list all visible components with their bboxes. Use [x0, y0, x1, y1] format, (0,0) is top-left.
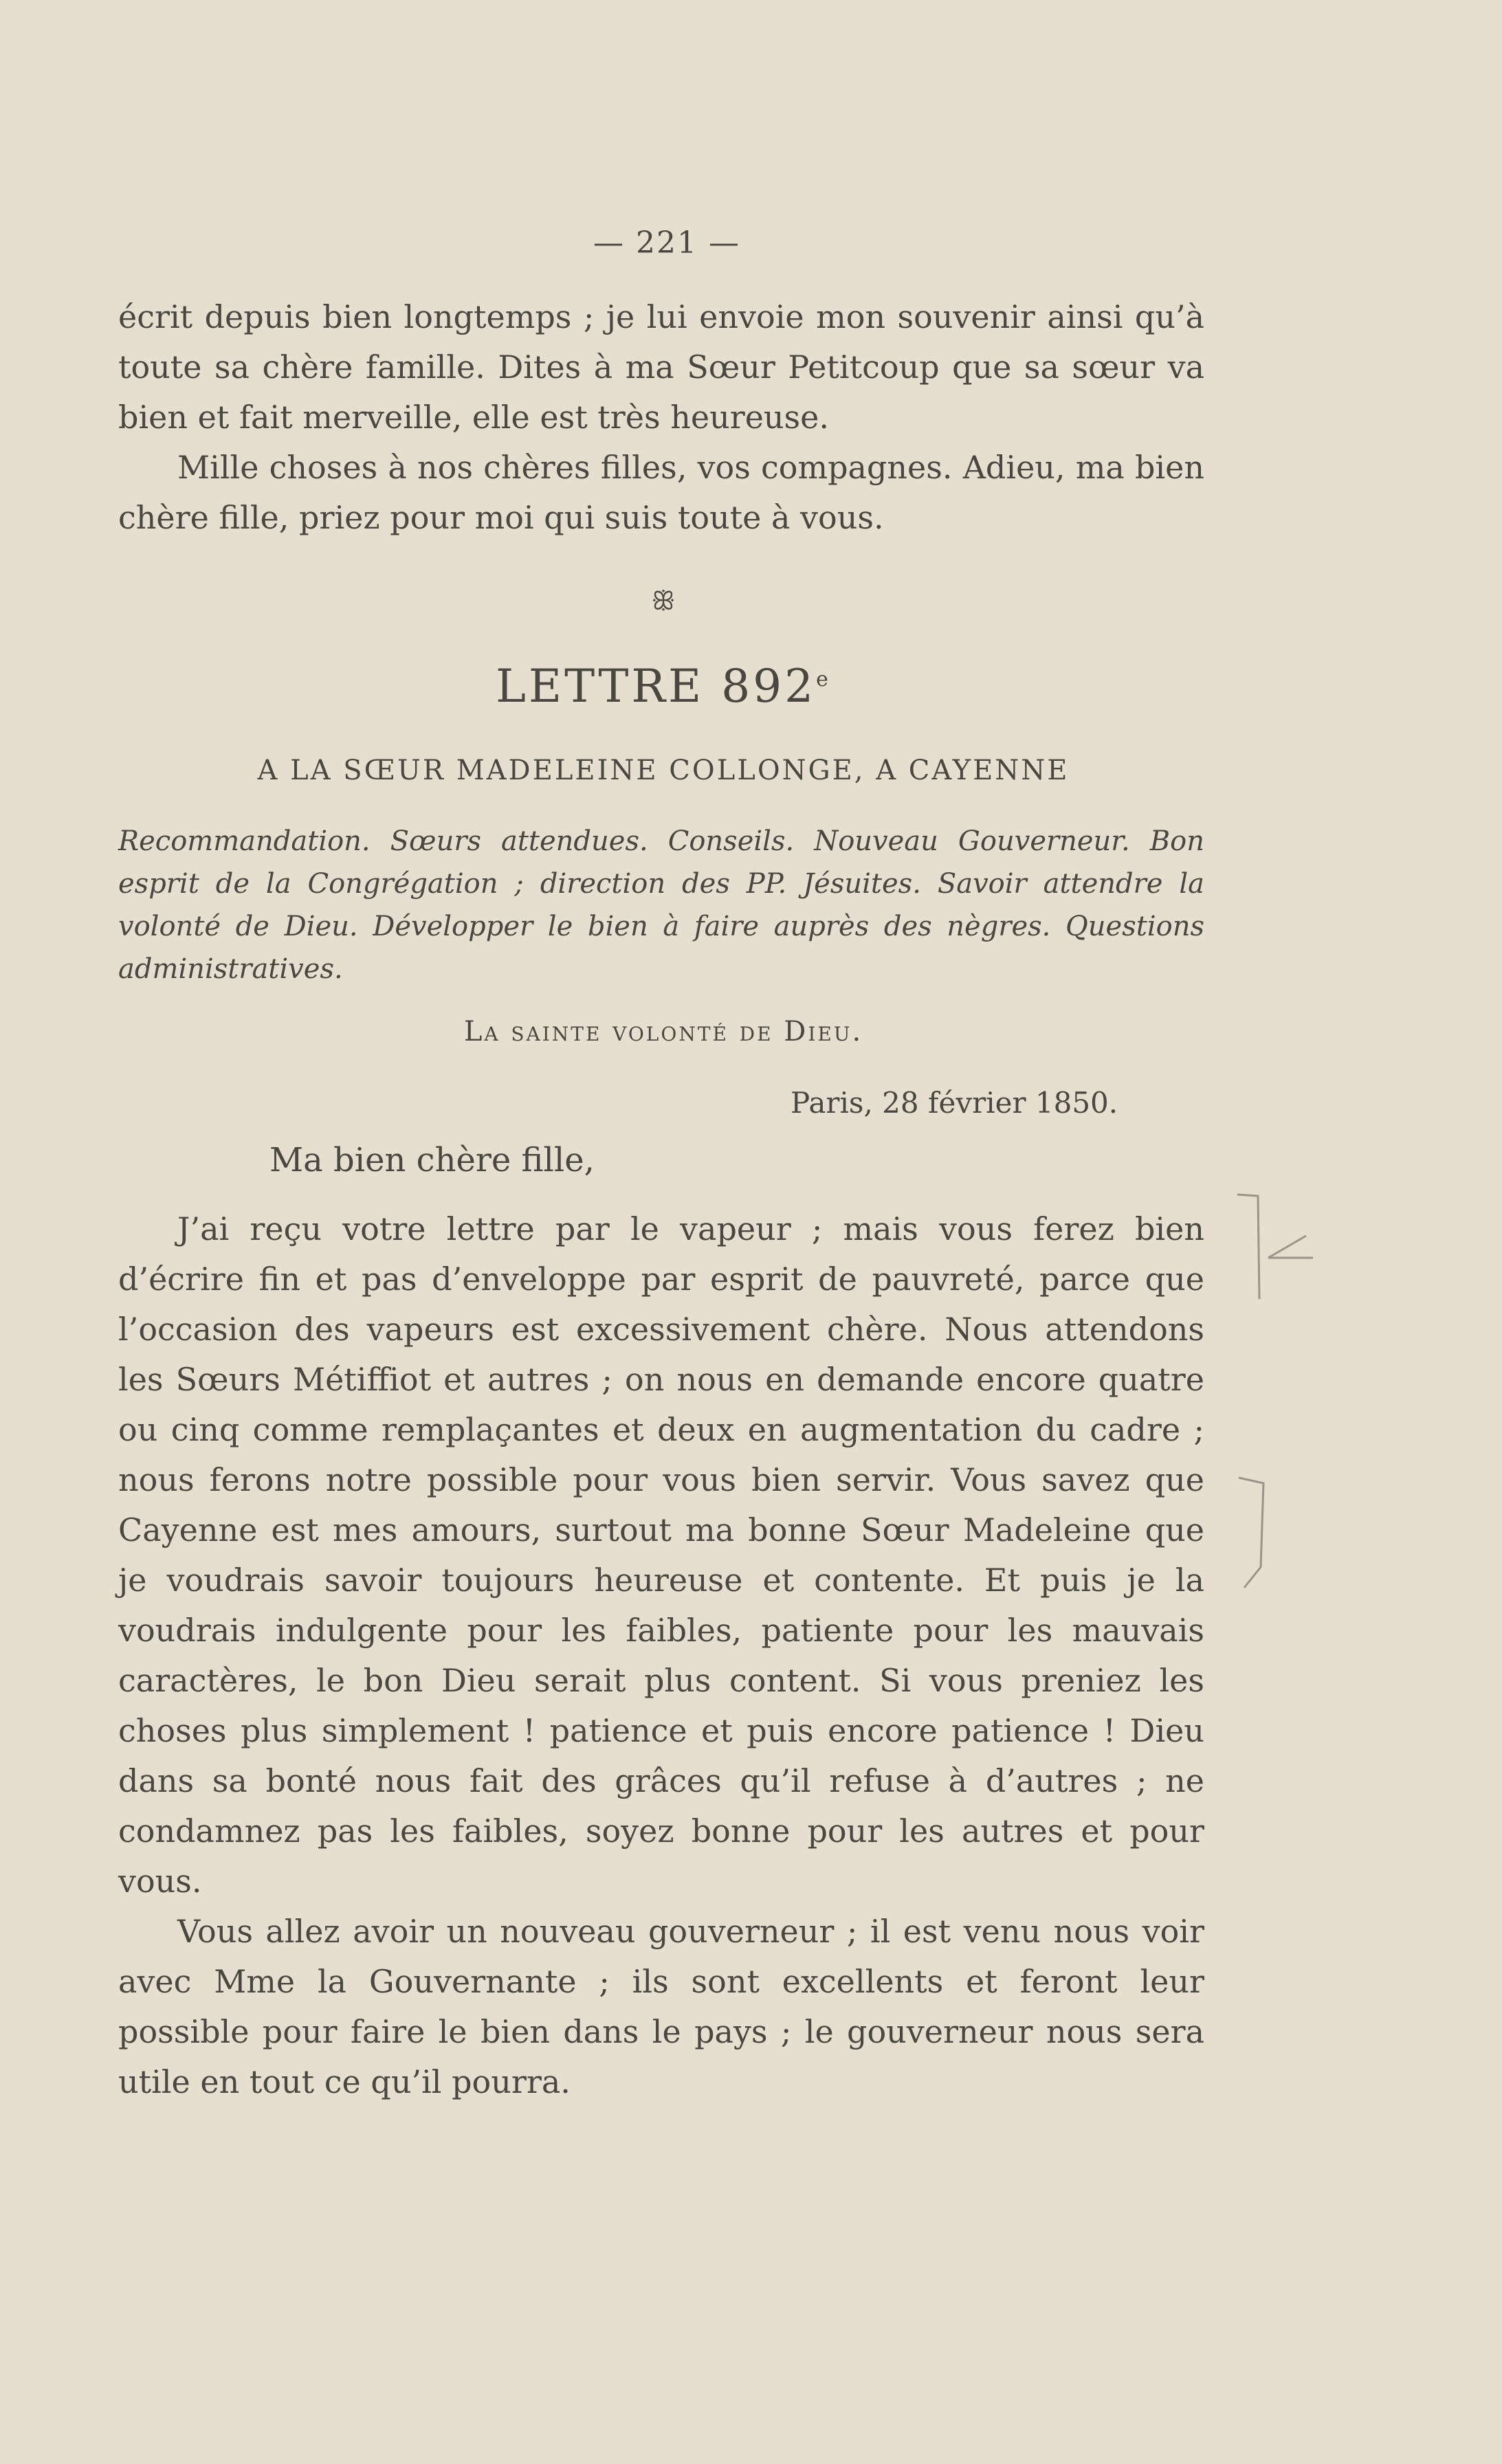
letter-title-sup: e	[816, 667, 831, 691]
letter-recipient: A LA SŒUR MADELEINE COLLONGE, A CAYENNE	[257, 755, 1070, 786]
ornament-divider: ꕥ	[651, 586, 676, 616]
margin-pencil-marks	[1230, 1182, 1327, 1595]
letter-title-text: LETTRE 892	[496, 660, 817, 713]
intro-text	[118, 292, 1204, 543]
intro-paragraph: Mille choses à nos chères filles, vos compagnes. Adieu, ma bien chère fille, priez pour moi qui suis toute à vous.	[118, 449, 1204, 536]
letter-title	[0, 660, 1327, 713]
letter-salutation: Ma bien chère fille,	[269, 1141, 595, 1179]
page-number: — 221 —	[593, 225, 740, 260]
body-paragraph: J’ai reçu votre lettre par le vapeur ; mais vous ferez bien d’écrire fin et pas d’enveloppe par esprit de pauvreté, parce que l’occasion des vapeurs est excessivement chère. Nous attendons les Sœurs Métiffiot et autres ; on nous en demande encore quatre ou cinq comme remplaçantes et deux en augmentation du cadre ; nous ferons notre possible pour vous bien servir. Vous savez que Cayenne est mes amours, surtout ma bonne Sœur Madeleine que je voudrais savoir toujours heureuse et contente. Et puis je la voudrais indulgente pour les faibles, patiente pour les mauvais caractères, le bon Dieu serait plus content. Si vous preniez les choses plus simplement ! patience et puis encore patience ! Dieu dans sa bonté nous fait des grâces qu’il refuse à d’autres ; ne condamnez pas les faibles, soyez bonne pour les autres et pour vous.	[118, 1210, 1204, 1900]
letter-body	[118, 1204, 1204, 2107]
intro-paragraph: écrit depuis bien longtemps ; je lui envoie mon souvenir ainsi qu’à toute sa chère famille. Dites à ma Sœur Petitcoup que sa sœur va bien et fait merveille, elle est très heureuse.	[118, 298, 1204, 436]
body-paragraph: Vous allez avoir un nouveau gouverneur ; il est venu nous voir avec Mme la Gouvernante ; ils sont excellents et feront leur possible pour faire le bien dans le pays ; le gouverneur nous sera utile en tout ce qu’il pourra.	[118, 1913, 1204, 2100]
letter-date: Paris, 28 février 1850.	[791, 1086, 1118, 1120]
letter-summary: Recommandation. Sœurs attendues. Conseils. Nouveau Gouverneur. Bon esprit de la Congrégation ; direction des PP. Jésuites. Savoir attendre la volonté de Dieu. Développer le bien à faire auprès des nègres. Questions administratives.	[118, 825, 1204, 985]
letter-motto: La sainte volonté de Dieu.	[463, 1016, 863, 1047]
